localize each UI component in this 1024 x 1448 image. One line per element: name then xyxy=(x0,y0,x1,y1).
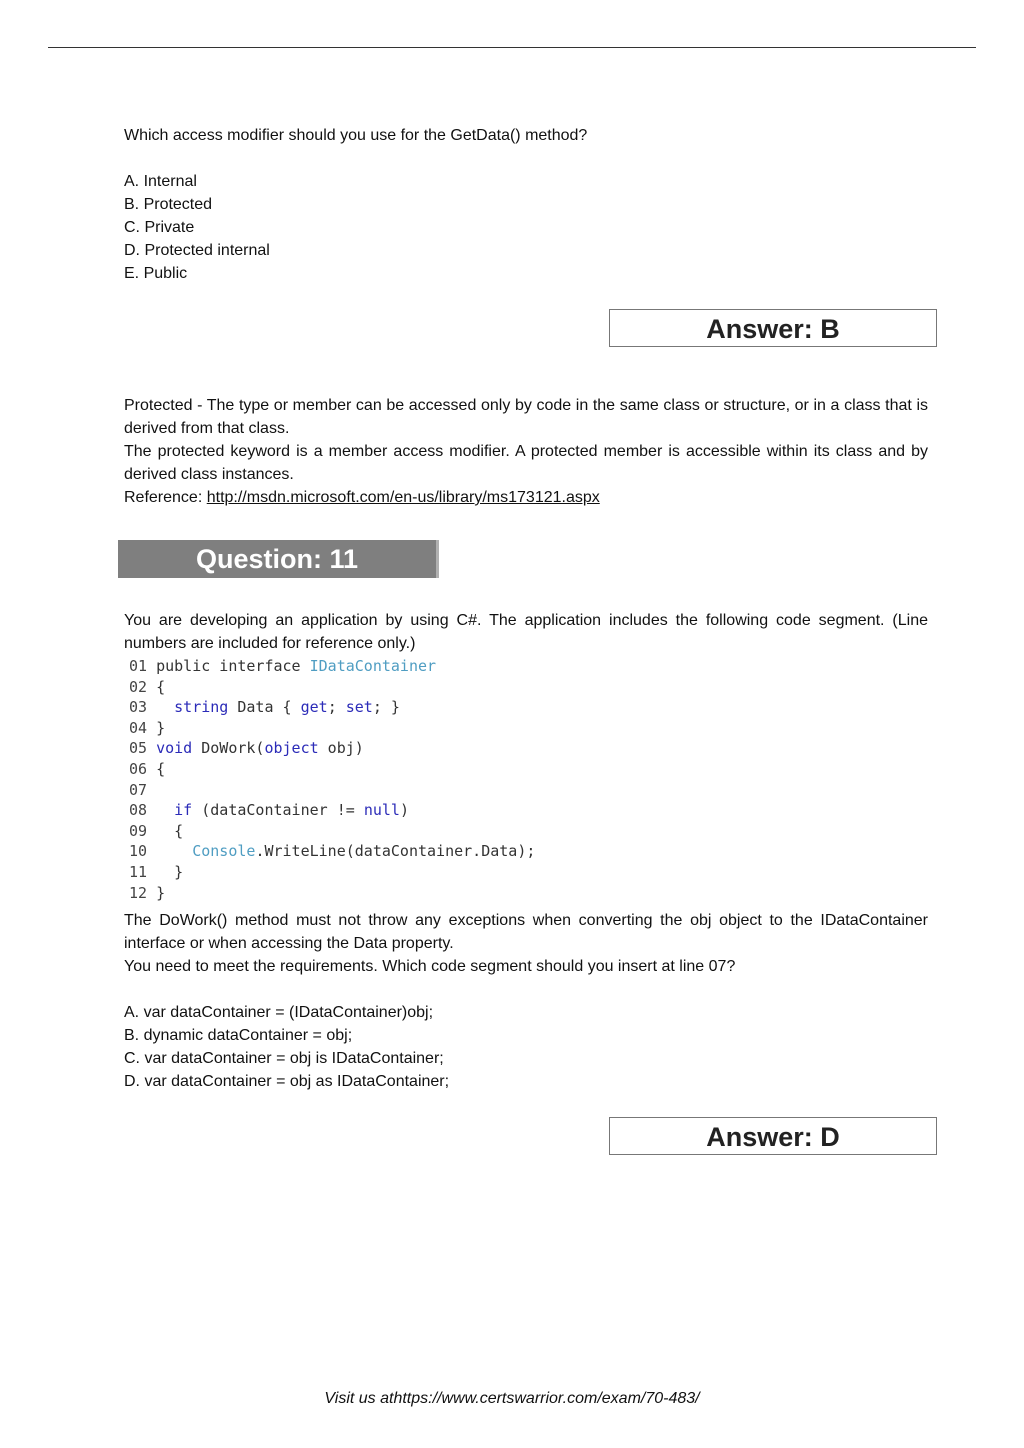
answer-label: Answer: D xyxy=(706,1122,840,1152)
code-text xyxy=(147,801,174,819)
answer-box-q11 xyxy=(609,1117,937,1155)
code-type: IDataContainer xyxy=(309,657,437,675)
code-text: ) xyxy=(399,801,409,820)
code-text: .WriteLine(dataContainer.Data); xyxy=(255,842,536,861)
code-text: { xyxy=(147,759,166,778)
reference-line xyxy=(124,486,928,509)
option-c: C. var dataContainer = obj is IDataContainer; xyxy=(124,1050,444,1067)
requirement-paragraph: The DoWork() method must not throw any exceptions when converting the obj object to the IDataContainer interface or when accessing the Data property. xyxy=(124,912,928,952)
code-line xyxy=(129,780,689,801)
line-number: 10 xyxy=(129,842,148,861)
line-number: 06 xyxy=(129,759,148,778)
line-number: 08 xyxy=(129,801,148,820)
answer-box-q10 xyxy=(609,309,937,347)
code-text: ; xyxy=(327,698,346,717)
code-line xyxy=(129,697,689,718)
line-number: 09 xyxy=(129,821,148,840)
code-line xyxy=(129,656,689,677)
question-10-prompt xyxy=(124,124,928,147)
option-d: D. var dataContainer = obj as IDataContainer; xyxy=(124,1073,450,1090)
option-c: C. Private xyxy=(124,219,195,236)
code-keyword: get xyxy=(300,698,328,717)
code-keyword: string xyxy=(174,698,229,717)
code-text: public interface xyxy=(147,657,310,675)
code-text: (dataContainer != xyxy=(192,801,364,820)
explanation-paragraph-1: Protected - The type or member can be accessed only by code in the same class or structure, or in a class that is derived from that class. xyxy=(124,397,928,437)
option-a: A. var dataContainer = (IDataContainer)obj; xyxy=(124,1004,434,1021)
code-text: { xyxy=(147,821,184,840)
question-banner xyxy=(118,540,439,578)
code-keyword: set xyxy=(345,698,373,717)
option-e: E. Public xyxy=(124,265,188,282)
option-b: B. Protected xyxy=(124,196,213,213)
code-text: ; } xyxy=(372,698,400,717)
code-line xyxy=(129,759,689,780)
explanation-paragraph-2: The protected keyword is a member access modifier. A protected member is accessible within its class and by derived class instances. xyxy=(124,443,928,483)
code-line xyxy=(129,841,689,862)
code-line xyxy=(129,862,689,883)
code-text xyxy=(147,842,192,860)
explanation xyxy=(124,394,928,509)
code-line xyxy=(129,718,689,739)
question-11-intro xyxy=(124,609,928,655)
line-number: 05 xyxy=(129,739,148,758)
code-text: } xyxy=(147,862,184,881)
code-text: obj) xyxy=(318,739,364,758)
question-prompt: Which access modifier should you use for the GetData() method? xyxy=(124,127,588,144)
line-number: 11 xyxy=(129,862,148,881)
line-number: 04 xyxy=(129,718,148,737)
option-b: B. dynamic dataContainer = obj; xyxy=(124,1027,353,1044)
code-keyword: void xyxy=(156,739,193,758)
line-number: 07 xyxy=(129,780,148,799)
code-line xyxy=(129,677,689,698)
question-10-options xyxy=(124,170,928,285)
question-11-options xyxy=(124,1001,928,1093)
code-line xyxy=(129,821,689,842)
code-keyword: null xyxy=(363,801,400,820)
code-keyword: if xyxy=(174,801,193,820)
code-text xyxy=(147,698,174,716)
code-segment xyxy=(129,656,689,903)
code-text: } xyxy=(147,883,166,902)
question-intro: You are developing an application by using C#. The application includes the following code segment. (Line numbers are included for reference only.) xyxy=(124,612,928,652)
footer-visit-link: Visit us athttps://www.certswarrior.com/exam/70-483/ xyxy=(324,1390,700,1407)
header-rule xyxy=(48,47,976,48)
code-keyword: object xyxy=(264,739,319,758)
code-text: DoWork( xyxy=(192,739,265,758)
code-line xyxy=(129,883,689,904)
line-number: 12 xyxy=(129,883,148,902)
reference-label: Reference: xyxy=(124,489,207,506)
requirement-question: You need to meet the requirements. Which code segment should you insert at line 07? xyxy=(124,958,736,975)
code-text: Data { xyxy=(228,698,301,717)
answer-label: Answer: B xyxy=(706,314,840,344)
line-number: 01 xyxy=(129,657,148,675)
code-type: Console xyxy=(192,842,256,861)
question-title: Question: 11 xyxy=(196,544,359,574)
option-d: D. Protected internal xyxy=(124,242,270,259)
reference-link[interactable]: http://msdn.microsoft.com/en-us/library/ms173121.aspx xyxy=(206,489,600,506)
line-number: 02 xyxy=(129,677,148,696)
question-11-requirements xyxy=(124,909,928,978)
line-number: 03 xyxy=(129,698,148,717)
code-text: { xyxy=(147,677,166,696)
code-line xyxy=(129,738,689,759)
code-line xyxy=(129,800,689,821)
option-a: A. Internal xyxy=(124,173,197,190)
code-text: } xyxy=(147,718,166,737)
code-text xyxy=(147,739,156,757)
